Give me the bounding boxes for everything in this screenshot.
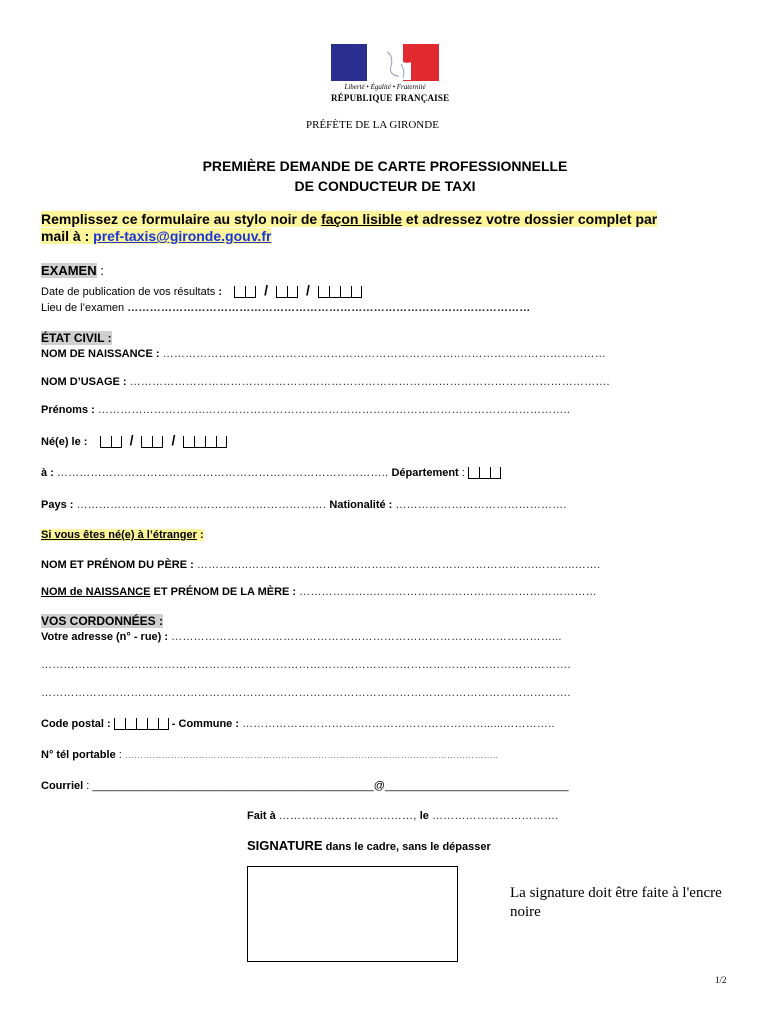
commune-field[interactable]: …………………………..……………………………......………….. <box>242 718 555 730</box>
department-label: Département <box>391 467 459 479</box>
department-colon: : <box>458 467 468 479</box>
signature-title: SIGNATURE <box>247 838 323 853</box>
done-date-label: le <box>419 810 432 822</box>
address-field[interactable]: …………………………………………………………………………………………... <box>171 631 562 643</box>
intro-line1 <box>41 211 657 227</box>
birthdate-label: Né(e) le : <box>41 436 88 448</box>
firstnames-row <box>41 404 570 416</box>
address-line2-field[interactable]: ……………………………………………………………………………………………………………………………. <box>41 659 571 671</box>
foreign-heading-text: Si vous êtes né(e) à l’étranger <box>41 529 197 541</box>
exam-heading-suffix: : <box>96 263 104 278</box>
civil-heading <box>41 331 112 345</box>
father-label: NOM ET PRÉNOM DU PÈRE : <box>41 559 197 571</box>
intro-text-legible: façon lisible <box>321 211 403 227</box>
foreign-heading <box>41 529 204 541</box>
prefecture-name: PRÉFÈTE DE LA GIRONDE <box>306 119 439 131</box>
exam-section <box>41 263 104 278</box>
birthplace-row <box>41 465 501 479</box>
signature-subtitle: dans le cadre, sans le dépasser <box>322 841 491 853</box>
usage-name-label: NOM D’USAGE : <box>41 376 130 388</box>
birthdate-row <box>41 432 227 448</box>
contact-heading-text: VOS CORDONNÉES : <box>41 614 164 628</box>
date-separator: / <box>129 432 134 448</box>
exam-place-label: Lieu de l’examen <box>41 302 125 314</box>
date-separator: / <box>171 432 176 448</box>
country-label: Pays : <box>41 499 77 511</box>
email-colon: : <box>83 780 93 792</box>
birthdate-month-field[interactable] <box>141 434 163 448</box>
mother-label-part2: de <box>69 586 83 598</box>
email-at-sign: @ <box>373 780 385 792</box>
contact-email-link[interactable]: pref-taxis@gironde.gouv.fr <box>93 228 272 244</box>
email-domain-field[interactable]: ______________________________ <box>384 780 569 792</box>
email-local-field[interactable]: ______________________________________________ <box>92 780 374 792</box>
firstnames-field[interactable]: ………………………..…………………………………………………………………………………….. <box>97 404 571 416</box>
contact-heading <box>41 614 163 628</box>
civil-heading-text: ÉTAT CIVIL : <box>41 331 112 345</box>
done-at-row <box>247 810 558 822</box>
foreign-heading-suffix: : <box>196 529 204 541</box>
exam-date-row <box>41 282 362 298</box>
exam-heading: EXAMEN <box>41 263 97 278</box>
signature-box[interactable] <box>247 866 458 962</box>
phone-field[interactable]: ………………………………………………………………………………………………………….. <box>124 750 499 760</box>
usage-name-field[interactable]: ………………………………………………………………………..………………………………………. <box>129 376 610 388</box>
country-field[interactable]: …………………………………………………………. <box>76 499 330 511</box>
nationality-label: Nationalité : <box>329 499 396 511</box>
signature-note: La signature doit être faite à l'encre noire <box>510 885 722 920</box>
exam-date-month-field[interactable] <box>276 284 298 298</box>
father-row <box>41 559 600 571</box>
usage-name-row <box>41 376 610 388</box>
birthplace-field[interactable]: …………………………………………………………………………….. <box>56 467 392 479</box>
done-at-field[interactable]: ………………………………, <box>278 810 420 822</box>
address-row <box>41 631 562 643</box>
date-separator: / <box>306 282 310 298</box>
address-line3-field[interactable]: ……………………………………………………………………………………………………………………………. <box>41 687 571 699</box>
mother-label-rest: ET PRÉNOM DE LA MÈRE : <box>150 586 300 598</box>
phone-colon: : <box>115 749 125 761</box>
republic-name: RÉPUBLIQUE FRANÇAISE <box>331 93 450 103</box>
country-row <box>41 499 567 511</box>
birthdate-day-field[interactable] <box>100 434 122 448</box>
exam-place-row <box>41 302 530 314</box>
phone-label: N° tél portable <box>41 749 116 761</box>
postal-code-field[interactable] <box>114 716 169 730</box>
email-label: Courriel <box>41 780 84 792</box>
birth-name-row <box>41 348 606 360</box>
postal-row <box>41 716 555 730</box>
intro-text-2: et adressez votre dossier complet par <box>402 211 658 227</box>
done-at-label: Fait à <box>247 810 279 822</box>
mother-field[interactable]: ………………..…………………………………………………… <box>299 586 597 598</box>
father-field[interactable]: …………..……………………………….………………………………….………..……. <box>196 559 601 571</box>
form-title-line1: PREMIÈRE DEMANDE DE CARTE PROFESSIONNELLE <box>202 158 568 174</box>
republic-motto: Liberté • Égalité • Fraternité <box>344 83 426 91</box>
commune-label: - Commune : <box>168 718 243 730</box>
intro-text-mail: mail à : <box>41 228 94 244</box>
intro-text-1: Remplissez ce formulaire au stylo noir de <box>41 211 322 227</box>
department-field[interactable] <box>468 465 501 479</box>
intro-line2 <box>41 228 271 244</box>
exam-date-colon: : <box>215 286 223 298</box>
form-title-line2: DE CONDUCTEUR DE TAXI <box>294 178 476 194</box>
date-separator: / <box>264 282 269 298</box>
postal-label: Code postal : <box>41 718 111 730</box>
firstnames-label: Prénoms : <box>41 404 98 416</box>
birthdate-year-field[interactable] <box>183 434 227 448</box>
page-number: 1/2 <box>715 975 727 985</box>
marianne-logo <box>331 44 439 81</box>
mother-row <box>41 586 597 598</box>
birth-name-label: NOM DE NAISSANCE : <box>41 348 163 360</box>
done-date-field[interactable]: ……………………………. <box>431 810 559 822</box>
mother-label-part1: NOM <box>41 586 67 598</box>
birthplace-label: à : <box>41 467 57 479</box>
nationality-field[interactable]: ………………………………………. <box>395 499 567 511</box>
signature-heading <box>247 837 491 855</box>
exam-date-label: Date de publication de vos résultats <box>41 286 216 298</box>
email-row <box>41 780 568 792</box>
exam-date-year-field[interactable] <box>318 284 362 298</box>
mother-label-part3: NAISSANCE <box>85 586 151 598</box>
birth-name-field[interactable]: ……………………………………………………………………..………………………………… <box>162 348 606 360</box>
phone-row <box>41 749 498 761</box>
exam-place-field[interactable]: ……………………………………………………………………………………………… <box>127 302 531 314</box>
exam-date-day-field[interactable] <box>234 284 256 298</box>
address-label: Votre adresse (n° - rue) : <box>41 631 172 643</box>
